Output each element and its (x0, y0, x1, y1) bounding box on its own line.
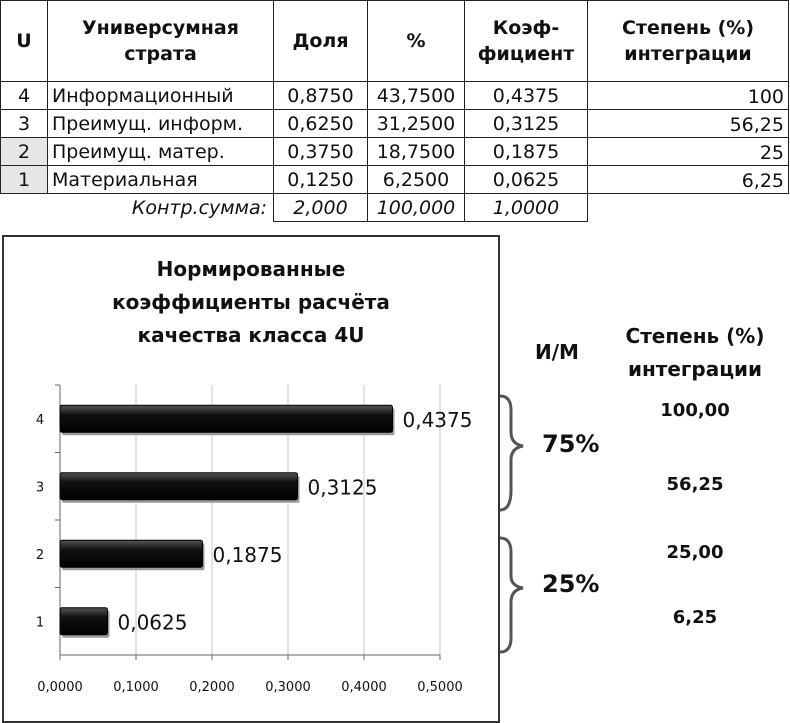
header-degree: Степень (%) интеграции (588, 1, 789, 82)
row-u: 1 (1, 166, 48, 194)
row-name: Преимущ. информ. (48, 110, 274, 138)
row-percent: 43,7500 (368, 82, 465, 110)
sum-coef: 1,0000 (465, 194, 588, 222)
row-degree: 25 (588, 138, 789, 166)
header-share: Доля (274, 1, 368, 82)
row-name: Преимущ. матер. (48, 138, 274, 166)
table-row (1, 138, 789, 166)
row-share: 0,8750 (274, 82, 368, 110)
bar-chart (4, 237, 498, 721)
row-coef: 0,1875 (465, 138, 588, 166)
row-name: Информационный (48, 82, 274, 110)
y-tick-label: 2 (35, 547, 45, 563)
row-degree: 100 (588, 82, 789, 110)
row-degree: 56,25 (588, 110, 789, 138)
chart-title: Нормированные коэффициенты расчёта качества класса 4U (112, 257, 390, 347)
degree-value: 56,25 (666, 474, 724, 495)
bar-value-label: 0,4375 (402, 407, 473, 432)
bar-value-label: 0,1875 (212, 542, 283, 567)
row-share: 0,3750 (274, 138, 368, 166)
header-strata: Универсумная страта (48, 1, 274, 82)
x-tick-label: 0,3000 (265, 680, 311, 695)
table-row (1, 166, 789, 194)
x-tick-label: 0,2000 (189, 680, 235, 695)
table-header-row (1, 1, 789, 82)
row-percent: 6,2500 (368, 166, 465, 194)
row-coef: 0,0625 (465, 166, 588, 194)
strata-table (0, 0, 789, 222)
bar (60, 540, 203, 567)
y-tick-label: 3 (35, 480, 45, 496)
header-coef: Коэф- фициент (465, 1, 588, 82)
header-percent: % (368, 1, 465, 82)
sum-percent: 100,000 (368, 194, 465, 222)
y-tick-label: 1 (35, 615, 45, 631)
row-degree: 6,25 (588, 166, 789, 194)
group-braces (495, 390, 535, 660)
side-degree-header: Степень (%) интеграции (625, 324, 765, 381)
y-tick-label: 4 (35, 412, 45, 428)
bar (60, 608, 108, 635)
sum-share: 2,000 (274, 194, 368, 222)
x-tick-label: 0,4000 (341, 680, 387, 695)
sum-label: Контр.сумма: (131, 196, 267, 219)
x-tick-label: 0,0000 (37, 680, 83, 695)
row-share: 0,6250 (274, 110, 368, 138)
brace-upper (500, 396, 523, 510)
header-u: U (1, 1, 48, 82)
row-coef: 0,4375 (465, 82, 588, 110)
chart-frame (2, 235, 500, 723)
bar-value-label: 0,3125 (307, 475, 378, 500)
degree-value: 100,00 (660, 400, 730, 421)
row-name: Материальная (48, 166, 274, 194)
row-u: 2 (1, 138, 48, 166)
im-label: И/М (535, 340, 579, 364)
row-percent: 31,2500 (368, 110, 465, 138)
degree-value: 6,25 (672, 607, 718, 628)
x-tick-label: 0,5000 (417, 680, 463, 695)
table-sum-row (1, 194, 789, 222)
bar-value-label: 0,0625 (117, 610, 188, 635)
group-percent-upper: 75% (542, 430, 600, 458)
bar (60, 473, 298, 500)
table-row (1, 110, 789, 138)
row-u: 3 (1, 110, 48, 138)
table-row (1, 82, 789, 110)
x-tick-label: 0,1000 (113, 680, 159, 695)
brace-lower (500, 538, 523, 652)
row-percent: 18,7500 (368, 138, 465, 166)
degree-value: 25,00 (666, 542, 724, 563)
row-share: 0,1250 (274, 166, 368, 194)
row-coef: 0,3125 (465, 110, 588, 138)
group-percent-lower: 25% (542, 570, 600, 598)
row-u: 4 (1, 82, 48, 110)
bar (60, 405, 393, 432)
